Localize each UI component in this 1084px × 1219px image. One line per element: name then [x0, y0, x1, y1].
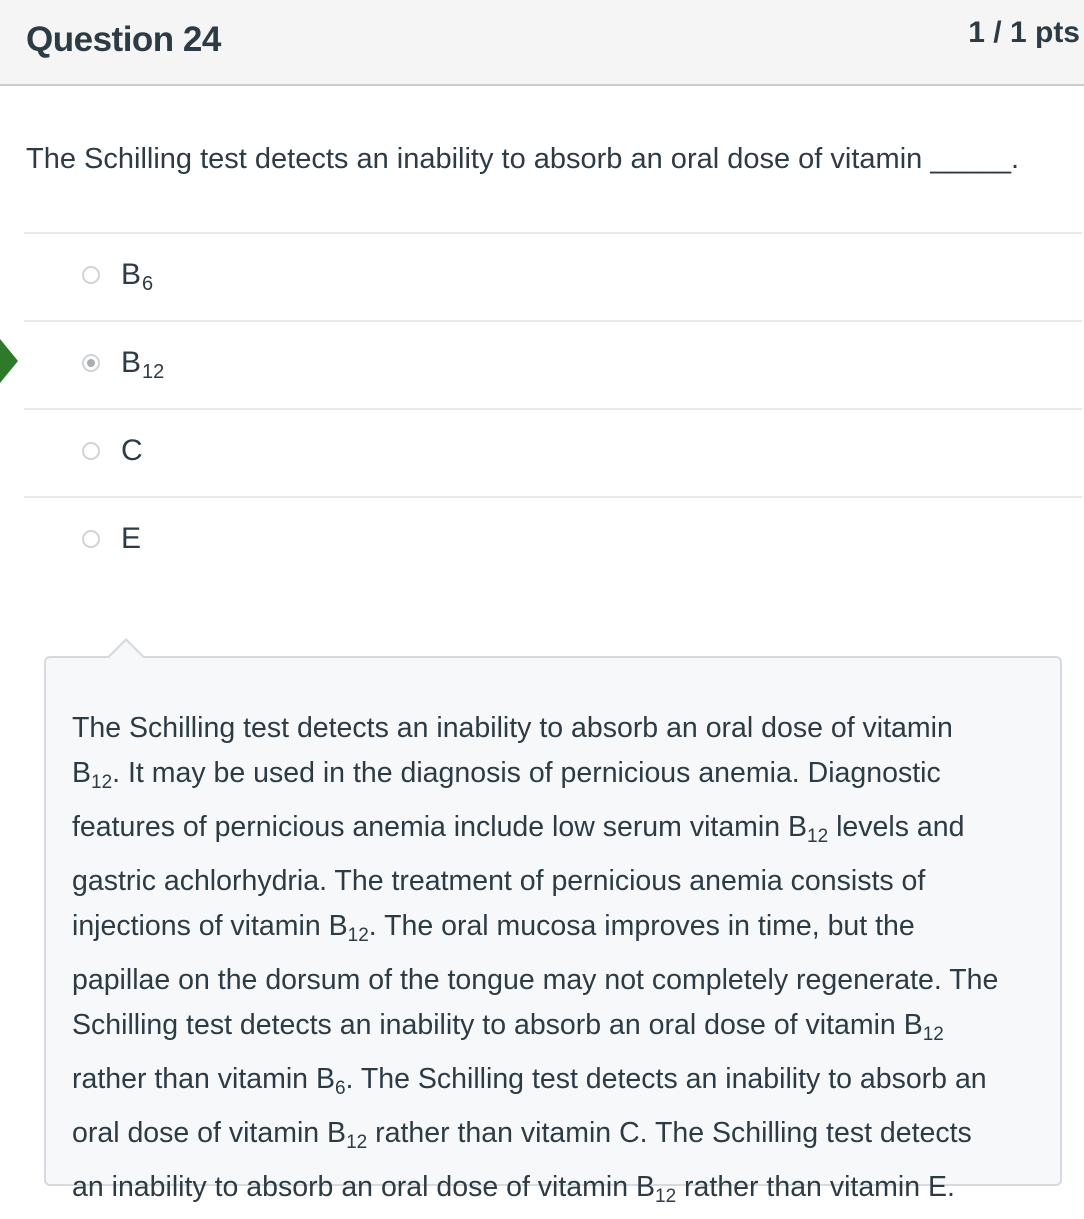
answer-list [24, 232, 1082, 584]
answer-label: E [121, 522, 142, 555]
answer-label: $B_{12}$ [121, 346, 165, 383]
feedback-text-segment: an inability to absorb an oral dose of vitamin B [72, 1171, 655, 1203]
feedback-line [72, 859, 1034, 904]
question-title: Question 24 [26, 20, 221, 59]
question-points: 1 / 1 pts [968, 16, 1080, 49]
feedback-line [72, 706, 1034, 751]
answer-feedback-box [44, 656, 1062, 1207]
feedback-text-segment: gastric achlorhydria. The treatment of pernicious anemia consists of [72, 865, 926, 897]
feedback-text-segment: features of pernicious anemia include low serum vitamin B [72, 811, 808, 843]
feedback-subscript: 12 [655, 1186, 677, 1207]
answer-option-b12[interactable] [24, 320, 1082, 408]
feedback-line [72, 805, 1034, 859]
feedback-text-segment: Schilling test detects an inability to absorb an oral dose of vitamin B [72, 1009, 923, 1041]
radio-button[interactable] [82, 266, 100, 284]
feedback-text-segment: levels and [828, 811, 965, 843]
radio-button[interactable] [82, 442, 100, 460]
feedback-text-segment: rather than vitamin C. The Schilling test detects [367, 1117, 972, 1149]
feedback-subscript: 12 [807, 826, 829, 847]
feedback-line [72, 958, 1034, 1003]
feedback-line [72, 1057, 1034, 1111]
feedback-text-segment: . The Schilling test detects an inability to absorb an [345, 1063, 987, 1095]
feedback-subscript: 12 [922, 1024, 944, 1045]
feedback-text-segment: oral dose of vitamin B [72, 1117, 347, 1149]
feedback-subscript: 12 [91, 772, 113, 793]
feedback-line [72, 1003, 1034, 1057]
feedback-text-segment: The Schilling test detects an inability to absorb an oral dose of vitamin [72, 712, 953, 744]
feedback-text-segment: . It may be used in the diagnosis of pernicious anemia. Diagnostic [112, 757, 941, 789]
feedback-line [72, 1111, 1034, 1165]
question-header [0, 0, 1084, 86]
feedback-line [72, 1165, 1034, 1219]
feedback-text-segment: B [72, 757, 92, 789]
answer-label: C [121, 434, 143, 467]
feedback-text-segment: rather than vitamin B [72, 1063, 335, 1095]
radio-button-selected[interactable] [82, 354, 100, 372]
feedback-subscript: 12 [346, 1132, 368, 1153]
feedback-subscript: 6 [334, 1078, 346, 1099]
feedback-text-segment: papillae on the dorsum of the tongue may not completely regenerate. The [72, 964, 999, 996]
feedback-subscript: 12 [347, 925, 369, 946]
answer-label: $B_6$ [121, 258, 154, 295]
answer-option-b6[interactable] [24, 232, 1082, 320]
feedback-text-segment: . The oral mucosa improves in time, but the [368, 910, 915, 942]
feedback-line [72, 751, 1034, 805]
answer-option-c[interactable] [24, 408, 1082, 496]
radio-button[interactable] [82, 530, 100, 548]
feedback-text-segment: rather than vitamin E. [676, 1171, 955, 1203]
question-text: The Schilling test detects an inability to absorb an oral dose of vitamin _____. [26, 143, 1020, 175]
answer-option-e[interactable] [24, 496, 1082, 584]
feedback-line [72, 904, 1034, 958]
feedback-text-segment: injections of vitamin B [72, 910, 348, 942]
correct-answer-arrow-icon [0, 339, 18, 383]
feedback-text [72, 706, 1034, 1219]
